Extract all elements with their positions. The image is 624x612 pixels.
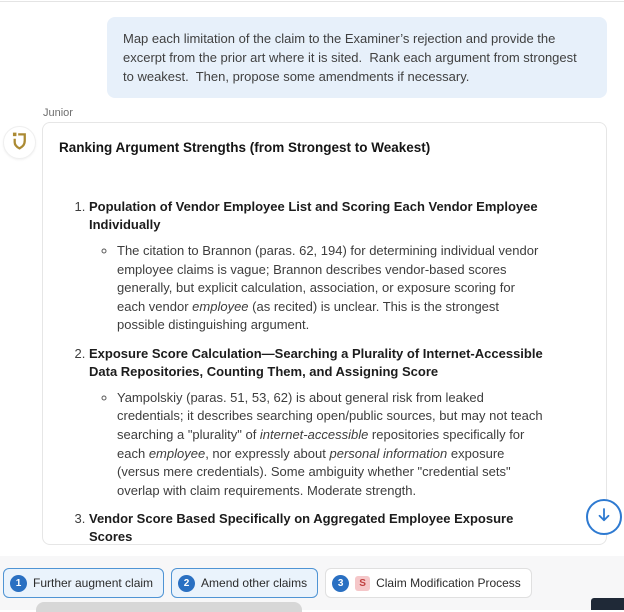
sender-label: Junior xyxy=(43,107,73,119)
argument-title: Exposure Score Calculation—Searching a Plurality of Internet-Accessible Data Repositories, Counting Them, and Assigning Score xyxy=(89,345,543,379)
skill-tag-icon: S xyxy=(355,576,370,591)
argument-item-2 xyxy=(89,345,546,500)
suggestion-button-row xyxy=(3,568,532,598)
argument-detail: ◦ The citation to Brannon (paras. 62, 194) for determining individual vendor employee claims is vague; Brannon describes vendor-based scores generally, but explicit calculation, association, or exposure scoring for each vendor employee (as recited) is unclear. This is the strongest possible distinguishing argument. xyxy=(117,242,546,335)
argument-detail: ◦ Yampolskiy (paras. 51, 53, 62) is about general risk from leaked credentials; it describes searching open/public sources, but may not teach searching a "plurality" of internet-accessible repositories specifically for each employee, nor expressly about personal information exposure (versus mere credentials). Some ambiguity whether "credential sets" overlap with claim requirements. Moderate strength. xyxy=(117,389,546,500)
argument-title: Vendor Score Based Specifically on Aggregated Employee Exposure Scores xyxy=(89,511,514,545)
claim-modification-process-button[interactable] xyxy=(325,568,532,598)
badge-3: 3 xyxy=(332,575,349,592)
junior-shield-icon xyxy=(9,130,30,156)
top-divider xyxy=(0,1,624,2)
argument-item-1 xyxy=(89,198,546,335)
argument-title: Population of Vendor Employee List and Scoring Each Vendor Employee Individually xyxy=(89,199,538,232)
dark-corner-element xyxy=(591,598,624,610)
clipped-element-fragment xyxy=(36,602,302,612)
avatar xyxy=(3,126,36,159)
button-label: Claim Modification Process xyxy=(376,576,521,590)
argument-list xyxy=(59,198,546,573)
further-augment-claim-button[interactable] xyxy=(3,568,164,598)
assistant-response-card xyxy=(42,122,607,545)
badge-2: 2 xyxy=(178,575,195,592)
scroll-to-bottom-button[interactable] xyxy=(586,499,622,535)
response-heading: Ranking Argument Strengths (from Strongest to Weakest) xyxy=(59,140,431,155)
button-label: Amend other claims xyxy=(201,576,308,590)
badge-1: 1 xyxy=(10,575,27,592)
user-message-bubble: Map each limitation of the claim to the Examiner’s rejection and provide the excerpt from the prior art where it is sited. Rank each argument from strongest to weakest. Then, propose some amendments if necessary. xyxy=(107,17,607,98)
arrow-down-icon xyxy=(594,505,614,530)
amend-other-claims-button[interactable] xyxy=(171,568,318,598)
button-label: Further augment claim xyxy=(33,576,154,590)
